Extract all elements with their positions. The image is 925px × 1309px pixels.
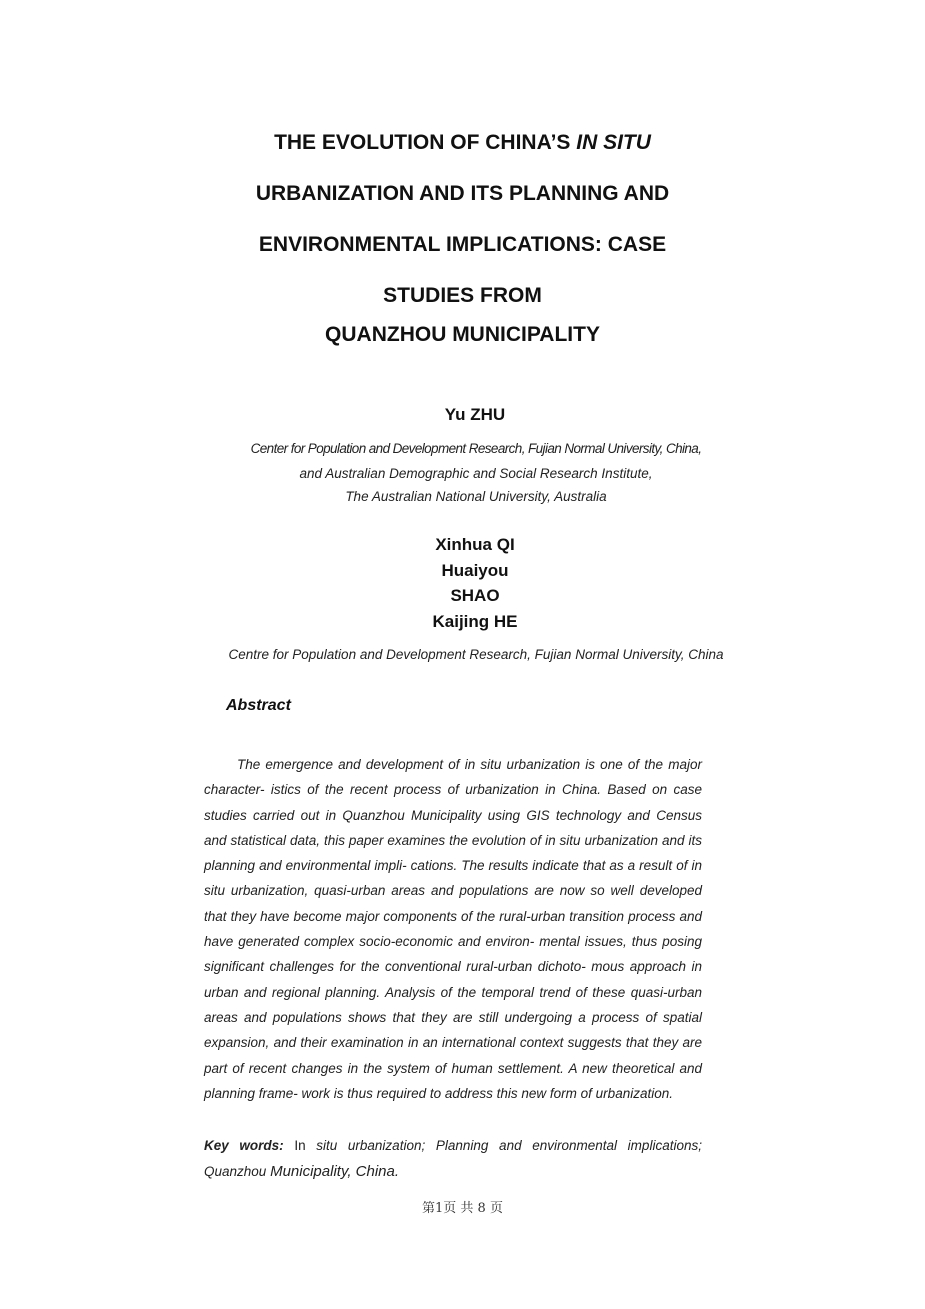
abstract-heading: Abstract bbox=[226, 697, 291, 714]
keywords-text: situ urbanization; Planning and environmental implications; Quanzhou bbox=[204, 1138, 702, 1179]
affiliation-line-1: Center for Population and Development Research, Fujian Normal University, China, bbox=[250, 441, 702, 456]
author-third-given: Huaiyou bbox=[441, 561, 509, 580]
keywords-tail: Municipality, China. bbox=[270, 1162, 400, 1180]
affiliation-line-2: and Australian Demographic and Social Research Institute, bbox=[299, 466, 653, 481]
keywords-in: In bbox=[294, 1138, 306, 1153]
abstract-body: The emergence and development of in situ urbanization is one of the major character- istics of the recent process of urbanization in China. Based on case studies carried out in Quanzhou Municipality using GIS technology and Census and statistical data, this paper examines the evolution of in situ urbanization and its planning and environmental impli- cations. The results indicate that as a result of in situ urbanization, quasi-urban areas and populations are now so well developed that they have become major components of the rural-urban transition process and have generated complex socio-economic and environ- mental issues, thus posing significant challenges for the conventional rural-urban dichoto- mous approach in urban and regional planning. Analysis of the temporal trend of these quasi-urban areas and populations shows that they are still undergoing a process of spatial expansion, and their examination in an international context suggests that they are part of recent changes in the system of human settlement. A new theoretical and planning frame- work is thus required to address this new form of urbanization. bbox=[204, 757, 702, 1101]
keywords bbox=[204, 1133, 702, 1184]
title-line-1-italic: IN SITU bbox=[576, 131, 651, 154]
title-line-1-main: THE EVOLUTION OF CHINA’S bbox=[274, 131, 577, 154]
page-footer: 第1页 共 8 页 bbox=[422, 1201, 503, 1216]
author-fourth: Kaijing HE bbox=[432, 612, 518, 631]
title-line-2: URBANIZATION AND ITS PLANNING AND bbox=[255, 182, 670, 205]
affiliation-line-3: The Australian National University, Australia bbox=[345, 489, 607, 504]
affiliation-others: Centre for Population and Development Research, Fujian Normal University, China bbox=[228, 647, 724, 662]
title-line-1 bbox=[0, 131, 925, 155]
author-first: Yu ZHU bbox=[444, 405, 506, 424]
author-second: Xinhua QI bbox=[435, 535, 515, 554]
author-third-family: SHAO bbox=[450, 586, 500, 605]
title-line-3: ENVIRONMENTAL IMPLICATIONS: CASE bbox=[258, 233, 667, 256]
title-line-5: QUANZHOU MUNICIPALITY bbox=[325, 323, 600, 346]
keywords-label: Key words: bbox=[204, 1138, 284, 1153]
title-line-4: STUDIES FROM bbox=[383, 284, 542, 307]
